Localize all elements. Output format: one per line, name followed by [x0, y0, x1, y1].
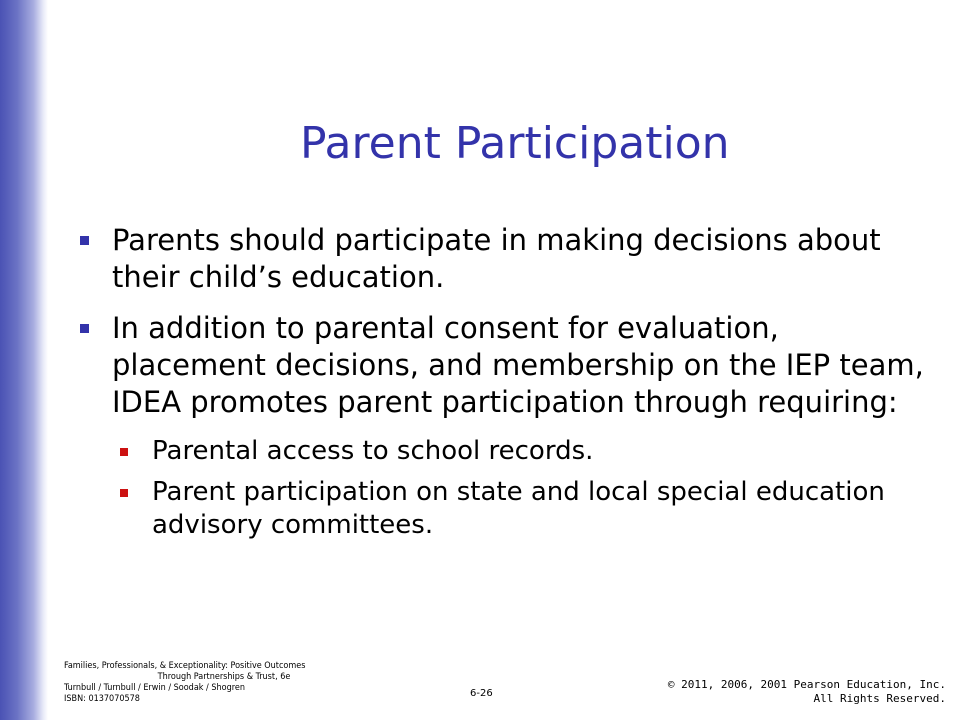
sub-bullet-item: [120, 435, 940, 468]
bullet-item: [80, 222, 940, 296]
square-sub-bullet-icon: [120, 489, 128, 497]
square-sub-bullet-icon: [120, 448, 128, 456]
square-bullet-icon: [80, 236, 89, 245]
footer-citation: [64, 661, 384, 705]
copyright-line: © 2011, 2006, 2001 Pearson Education, Inc.: [667, 678, 946, 691]
sub-bullet-item: [120, 476, 940, 542]
bullet-text: In addition to parental consent for evaluation, placement decisions, and membership on the IEP team, IDEA promotes parent participation through requiring:: [112, 311, 924, 419]
footer-line-4: ISBN: 0137070578: [64, 694, 140, 704]
bullet-text: Parents should participate in making decisions about their child’s education.: [112, 223, 881, 294]
slide-number: 6-26: [470, 688, 493, 699]
sub-bullet-list: [80, 435, 940, 542]
footer-line-2: Through Partnerships & Trust, 6e: [157, 672, 291, 682]
sidebar-gradient: [0, 0, 48, 720]
rights-line: All Rights Reserved.: [813, 692, 946, 705]
slide-title: Parent Participation: [300, 118, 730, 169]
footer-line-1: Families, Professionals, & Exceptionality: Positive Outcomes: [64, 661, 306, 671]
footer-copyright: [668, 678, 946, 706]
footer-line-3: Turnbull / Turnbull / Erwin / Soodak / Shogren: [64, 683, 245, 693]
sub-bullet-text: Parental access to school records.: [152, 436, 594, 466]
square-bullet-icon: [80, 324, 89, 333]
sub-bullet-text: Parent participation on state and local special education advisory committees.: [152, 477, 885, 540]
bullet-item: [80, 310, 940, 421]
slide-content: [80, 222, 940, 550]
